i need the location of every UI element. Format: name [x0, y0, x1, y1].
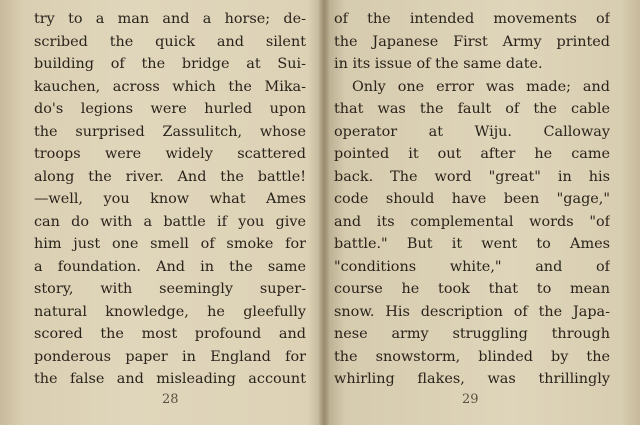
text-line: natural knowledge, he gleefully: [34, 303, 306, 320]
text-line: can do with a battle if you give: [34, 213, 306, 230]
text-line: building of the bridge at Sui-: [34, 56, 306, 72]
text-line: scored the most profound and: [34, 326, 306, 342]
page-number-left: 28: [162, 392, 179, 407]
text-line: a foundation. And in the same: [34, 258, 306, 275]
left-page-text: [34, 8, 306, 391]
text-line: whirling flakes, was thrillingly: [334, 371, 610, 387]
text-line: and its complemental words "of: [334, 213, 610, 230]
text-line: the snowstorm, blinded by the: [334, 348, 610, 365]
text-line: code should have been "gage,": [334, 191, 610, 207]
text-line: do's legions were hurled upon: [34, 101, 306, 117]
text-line: ponderous paper in England for: [34, 348, 306, 365]
text-line: that was the fault of the cable: [334, 101, 610, 117]
text-line: —well, you know what Ames: [34, 191, 306, 207]
text-line: nese army struggling through: [334, 326, 610, 342]
text-line: the false and misleading account: [34, 371, 306, 387]
text-line: Only one error was made; and: [352, 78, 610, 95]
text-line: kauchen, across which the Mika-: [34, 78, 306, 95]
text-line: operator at Wiju. Calloway: [334, 123, 610, 140]
right-page: [326, 0, 640, 425]
text-line: course he took that to mean: [334, 281, 610, 297]
text-line: snow. His description of the Japa-: [334, 303, 610, 320]
text-line: in its issue of the same date.: [334, 56, 543, 72]
text-line: along the river. And the battle!: [34, 168, 306, 185]
text-line: the surprised Zassulitch, whose: [34, 123, 306, 140]
text-line: "conditions white," and of: [334, 258, 610, 275]
right-page-text: [334, 8, 610, 391]
text-line: of the intended movements of: [334, 11, 610, 27]
text-line: scribed the quick and silent: [34, 33, 306, 50]
text-line: battle." But it went to Ames: [334, 236, 610, 252]
text-line: back. The word "great" in his: [334, 168, 610, 185]
text-line: him just one smell of smoke for: [34, 236, 306, 252]
text-line: pointed it out after he came: [334, 146, 610, 162]
page-number-right: 29: [462, 392, 479, 407]
text-line: the Japanese First Army printed: [334, 33, 610, 50]
text-line: try to a man and a horse; de-: [34, 11, 306, 27]
text-line: story, with seemingly super-: [34, 281, 306, 297]
text-line: troops were widely scattered: [34, 146, 306, 162]
